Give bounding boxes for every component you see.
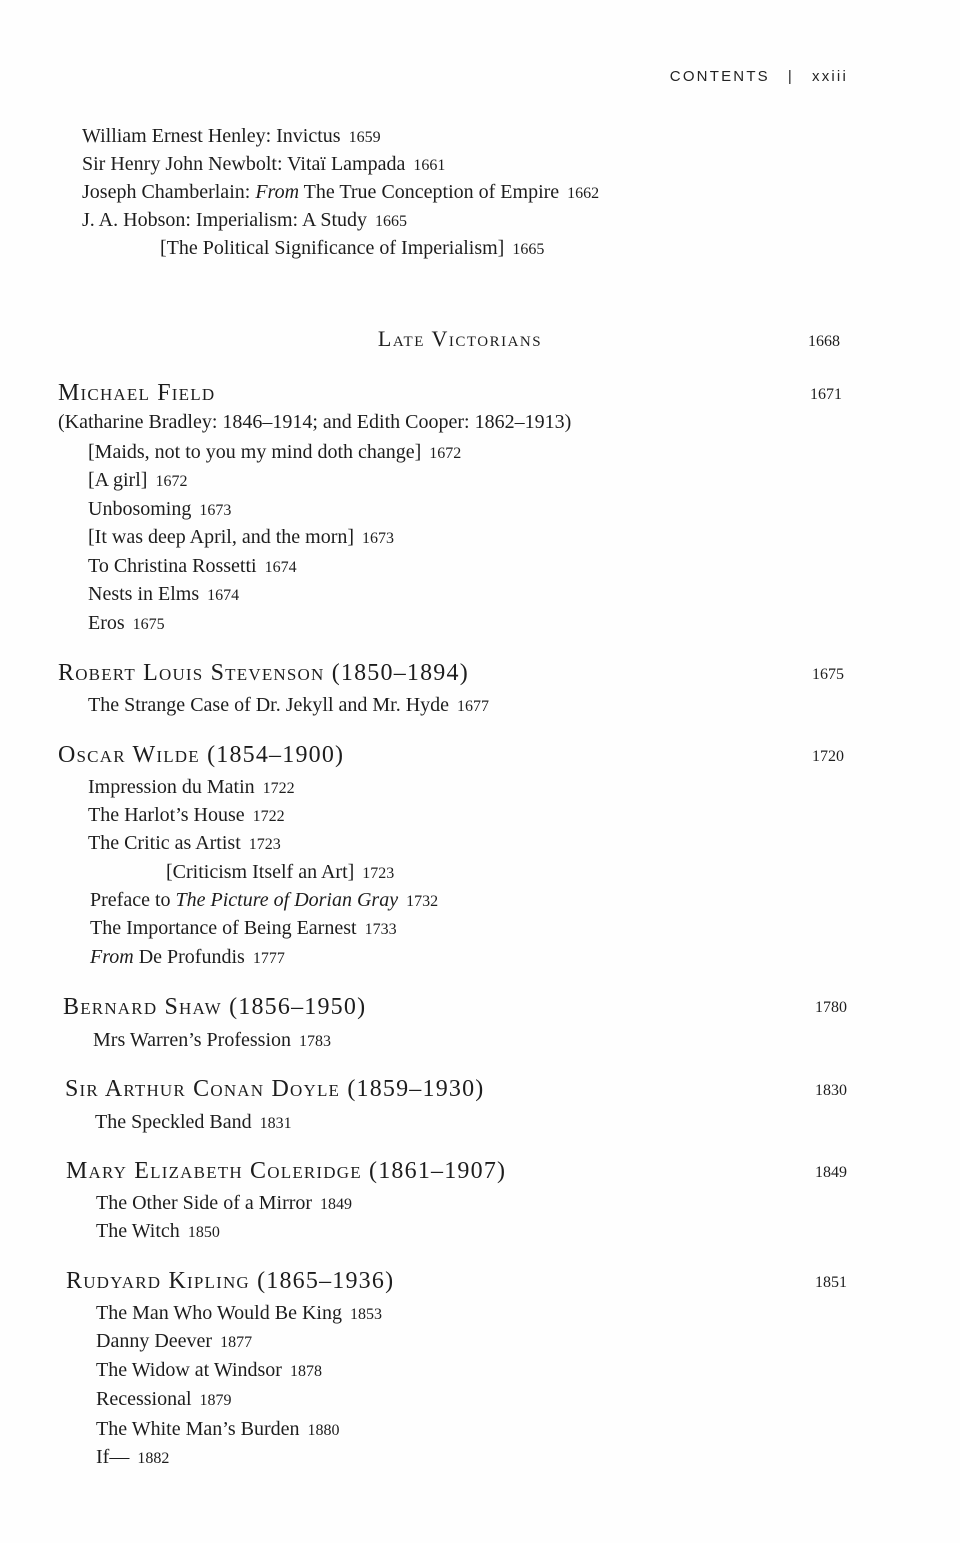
- toc-entry: [96, 1327, 252, 1357]
- entry-page: 1878: [289, 1363, 322, 1380]
- entry-page: 1722: [262, 780, 295, 797]
- toc-entry: [88, 691, 489, 721]
- toc-entry: [96, 1217, 220, 1247]
- entry-page: 1672: [155, 473, 188, 490]
- toc-entry: [93, 1026, 331, 1056]
- entry-page: 1665: [375, 213, 408, 230]
- toc-entry: [88, 609, 165, 639]
- author-heading: Robert Louis Stevenson (1850–1894): [58, 660, 469, 686]
- entry-page: 1723: [248, 836, 281, 853]
- entry-page: 1665: [512, 241, 545, 258]
- toc-entry: [88, 773, 295, 803]
- entry-prefix: Joseph Chamberlain:: [82, 181, 256, 203]
- toc-subentry: [160, 234, 544, 264]
- entry-italic: From: [90, 946, 134, 968]
- running-head-page-number: xxiii: [812, 68, 848, 85]
- entry-page: 1831: [259, 1115, 292, 1132]
- toc-entry: [96, 1356, 322, 1386]
- toc-entry: [82, 122, 381, 152]
- entry-title: Danny Deever: [96, 1330, 213, 1352]
- toc-entry: [82, 150, 445, 180]
- author-page: 1849: [815, 1164, 847, 1181]
- toc-entry: [88, 801, 285, 831]
- entry-title: The Widow at Windsor: [96, 1359, 282, 1381]
- toc-entry: [82, 206, 407, 236]
- entry-italic: From: [255, 181, 300, 203]
- running-head-section: CONTENTS: [669, 68, 770, 85]
- entry-title: William Ernest Henley: Invictus: [82, 125, 341, 147]
- entry-title: The Witch: [96, 1220, 180, 1242]
- entry-title: The Critic as Artist: [88, 832, 241, 854]
- entry-page: 1674: [264, 559, 297, 576]
- entry-page: 1677: [457, 698, 490, 715]
- author-page: 1780: [815, 999, 847, 1016]
- author-heading: Sir Arthur Conan Doyle (1859–1930): [65, 1076, 485, 1102]
- entry-page: 1783: [299, 1033, 331, 1050]
- entry-page: 1732: [406, 893, 439, 910]
- entry-title: [Maids, not to you my mind doth change]: [88, 441, 422, 463]
- toc-entry: [90, 943, 285, 973]
- running-head-separator: |: [787, 68, 794, 85]
- entry-page: 1853: [349, 1306, 382, 1323]
- author-page: 1675: [812, 666, 844, 683]
- entry-page: 1662: [567, 185, 600, 202]
- entry-page: 1675: [132, 616, 165, 633]
- entry-page: 1674: [207, 587, 240, 604]
- author-page: 1830: [815, 1082, 847, 1099]
- entry-page: 1672: [429, 445, 462, 462]
- entry-italic: The Picture of Dorian Gray: [175, 889, 399, 911]
- entry-page: 1882: [137, 1450, 170, 1467]
- toc-entry: [90, 886, 438, 916]
- entry-title: The Man Who Would Be King: [96, 1302, 342, 1324]
- toc-entry: [95, 1108, 292, 1138]
- toc-entry: [88, 495, 231, 525]
- entry-title: The Other Side of a Mirror: [96, 1192, 313, 1214]
- toc-entry: [88, 466, 187, 496]
- entry-title: Eros: [88, 612, 125, 634]
- entry-page: 1877: [220, 1334, 253, 1351]
- toc-entry: [88, 523, 394, 553]
- entry-page: 1777: [252, 950, 285, 967]
- entry-page: 1673: [362, 530, 395, 547]
- toc-entry: [96, 1443, 169, 1473]
- entry-page: 1659: [348, 129, 381, 146]
- entry-page: 1733: [364, 921, 397, 938]
- toc-entry: [90, 914, 397, 944]
- entry-title: J. A. Hobson: Imperialism: A Study: [82, 209, 368, 231]
- entry-title: The Speckled Band: [95, 1111, 252, 1133]
- author-page: 1720: [812, 748, 844, 765]
- entry-title: The White Man’s Burden: [96, 1418, 300, 1440]
- author-heading: Michael Field: [58, 380, 216, 406]
- author-heading: Bernard Shaw (1856–1950): [63, 994, 367, 1020]
- toc-entry: [96, 1299, 382, 1329]
- entry-title: Unbosoming: [88, 498, 192, 520]
- toc-entry: [96, 1385, 232, 1415]
- toc-entry: [88, 829, 281, 859]
- entry-title: Mrs Warren’s Profession: [93, 1029, 291, 1051]
- author-heading: Mary Elizabeth Coleridge (1861–1907): [66, 1158, 507, 1184]
- entry-page: 1661: [413, 157, 446, 174]
- entry-title: If—: [96, 1446, 130, 1468]
- entry-title: The Importance of Being Earnest: [90, 917, 357, 939]
- toc-entry: [82, 178, 599, 208]
- entry-title: Recessional: [96, 1388, 192, 1410]
- entry-title: The Harlot’s House: [88, 804, 245, 826]
- running-head: [670, 68, 848, 85]
- author-heading: Rudyard Kipling (1865–1936): [66, 1268, 395, 1294]
- entry-title: The Strange Case of Dr. Jekyll and Mr. Hyde: [88, 694, 450, 716]
- entry-page: 1722: [252, 808, 285, 825]
- entry-prefix: Preface to: [90, 889, 176, 911]
- toc-subentry: [166, 858, 394, 888]
- entry-page: 1850: [187, 1224, 220, 1241]
- toc-entry: [88, 552, 297, 582]
- toc-entry: [96, 1189, 352, 1219]
- toc-entry: [96, 1415, 339, 1445]
- toc-entry: [88, 580, 239, 610]
- entry-title: To Christina Rossetti: [88, 555, 257, 577]
- toc-entry: [88, 438, 461, 468]
- entry-title: Nests in Elms: [88, 583, 200, 605]
- author-heading: Oscar Wilde (1854–1900): [58, 742, 345, 768]
- entry-title: [Criticism Itself an Art]: [166, 861, 355, 883]
- entry-page: 1673: [199, 502, 232, 519]
- entry-title: De Profundis: [133, 946, 245, 968]
- section-title: Late Victorians: [377, 326, 543, 351]
- author-page: 1851: [815, 1274, 847, 1291]
- entry-page: 1849: [320, 1196, 353, 1213]
- author-lifespan: (Katharine Bradley: 1846–1914; and Edith Cooper: 1862–1913): [58, 411, 572, 433]
- entry-title: The True Conception of Empire: [299, 181, 560, 203]
- entry-page: 1879: [199, 1392, 232, 1409]
- entry-title: Impression du Matin: [88, 776, 255, 798]
- section-page: 1668: [808, 333, 840, 350]
- author-page: 1671: [810, 386, 842, 403]
- entry-title: [The Political Significance of Imperialism]: [160, 237, 505, 259]
- entry-page: 1880: [307, 1422, 340, 1439]
- entry-title: Sir Henry John Newbolt: Vitaï Lampada: [82, 153, 406, 175]
- entry-title: [A girl]: [88, 469, 148, 491]
- entry-title: [It was deep April, and the morn]: [88, 526, 355, 548]
- entry-page: 1723: [362, 865, 395, 882]
